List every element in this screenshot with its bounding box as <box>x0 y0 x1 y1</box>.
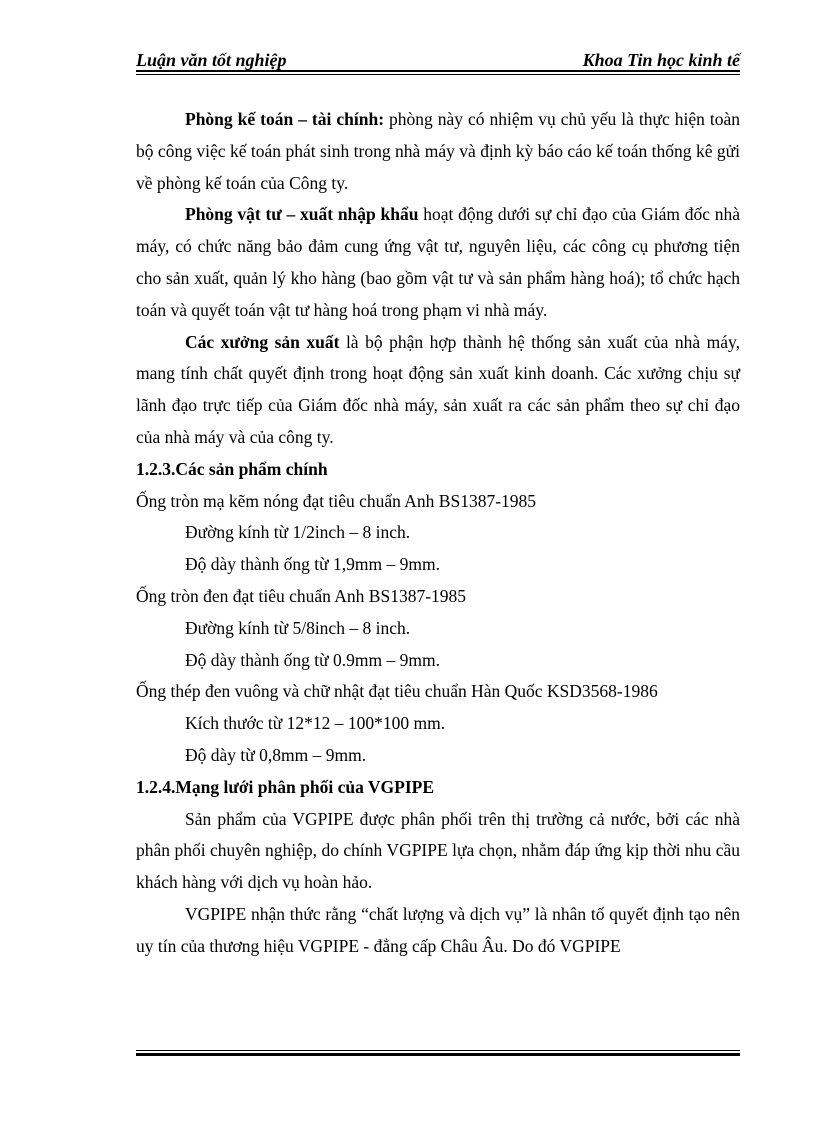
paragraph-accounting <box>136 104 740 199</box>
product-spec: Kích thước từ 12*12 – 100*100 mm. <box>185 713 446 734</box>
product-spec: Độ dày thành ống từ 1,9mm – 9mm. <box>185 554 440 575</box>
header-divider <box>136 70 740 72</box>
product-line: Ống tròn đen đạt tiêu chuẩn Anh BS1387-1985 <box>136 585 467 606</box>
paragraph-label: Phòng kế toán – tài chính: <box>185 109 385 129</box>
paragraph-text: phòng này có nhiệm vụ chủ yếu là thực hiện toàn bộ công việc kế toán phát sinh trong nhà máy và định kỳ báo cáo kế toán thống kê gửi về phòng kế toán của Công ty. <box>136 109 740 193</box>
section-heading-products: 1.2.3.Các sản phẩm chính <box>136 458 328 479</box>
paragraph-materials <box>136 199 740 326</box>
page-header <box>136 46 740 72</box>
product-spec: Độ dày từ 0,8mm – 9mm. <box>185 744 367 765</box>
product-spec: Độ dày thành ống từ 0.9mm – 9mm. <box>185 649 440 670</box>
product-spec: Đường kính từ 5/8inch – 8 inch. <box>185 617 411 638</box>
header-faculty: Khoa Tin học kinh tế <box>582 50 740 70</box>
paragraph-label: Các xưởng sản xuất <box>185 331 340 352</box>
section-heading-distribution: 1.2.4.Mạng lưới phân phối của VGPIPE <box>136 776 434 797</box>
paragraph-workshops <box>136 327 740 454</box>
footer-divider-thick <box>136 1053 740 1056</box>
product-line: Ống tròn mạ kẽm nóng đạt tiêu chuẩn Anh BS1387-1985 <box>136 490 537 511</box>
header-divider-thin <box>136 74 740 75</box>
paragraph-text: là bộ phận hợp thành hệ thống sản xuất của nhà máy, mang tính chất quyết định trong hoạt động sản xuất kinh doanh. Các xưởng chịu sự lãnh đạo trực tiếp của Giám đốc nhà máy, sản xuất ra các sản phẩm theo sự chỉ đạo của nhà máy và của công ty. <box>136 331 740 447</box>
document-body <box>136 104 740 963</box>
product-spec: Đường kính từ 1/2inch – 8 inch. <box>185 522 411 543</box>
paragraph-text: hoạt động dưới sự chỉ đạo của Giám đốc nhà máy, có chức năng bảo đảm cung ứng vật tư, nguyên liệu, các công cụ phương tiện cho sản xuất, quản lý kho hàng (bao gồm vật tư và sản phẩm hàng hoá); tổ chức hạch toán và quyết toán vật tư hàng hoá trong phạm vi nhà máy. <box>136 204 740 320</box>
paragraph-label: Phòng vật tư – xuất nhập khẩu <box>185 204 419 225</box>
header-thesis-title: Luận văn tốt nghiệp <box>136 50 287 70</box>
product-line: Ống thép đen vuông và chữ nhật đạt tiêu chuẩn Hàn Quốc KSD3568-1986 <box>136 681 658 702</box>
paragraph-distribution: Sản phẩm của VGPIPE được phân phối trên thị trường cả nước, bởi các nhà phân phối chuyên nghiệp, do chính VGPIPE lựa chọn, nhằm đáp ứng kịp thời nhu cầu khách hàng với dịch vụ hoàn hảo. <box>136 808 740 893</box>
footer-divider-thin <box>136 1050 740 1051</box>
paragraph-quality: VGPIPE nhận thức rằng “chất lượng và dịch vụ” là nhân tố quyết định tạo nên uy tín của thương hiệu VGPIPE - đẳng cấp Châu Âu. Do đó VGPIPE <box>136 903 740 956</box>
